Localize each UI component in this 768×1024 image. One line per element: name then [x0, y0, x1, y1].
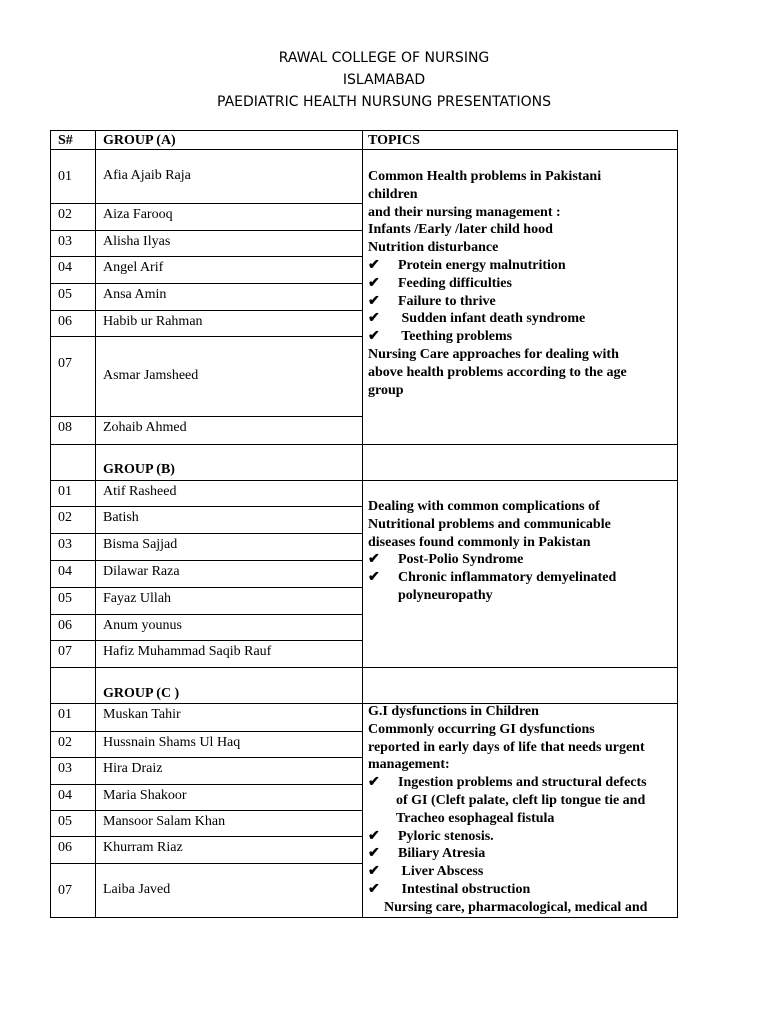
topic-line: Nursing care, pharmacological, medical and	[384, 899, 648, 915]
checkmark-icon: ✔	[368, 329, 380, 345]
member-sn: 03	[58, 234, 72, 249]
member-sn: 01	[58, 169, 72, 184]
member-sn: 01	[58, 707, 72, 722]
member-sn: 04	[58, 564, 72, 579]
member-name: Bisma Sajjad	[103, 537, 178, 552]
member-name: Zohaib Ahmed	[103, 420, 187, 435]
table-rule	[50, 640, 363, 641]
checkmark-icon: ✔	[368, 570, 380, 586]
member-name: Aiza Farooq	[103, 207, 173, 222]
topic-line: management:	[368, 757, 450, 773]
member-sn: 04	[58, 788, 72, 803]
table-rule	[50, 230, 363, 231]
topic-bullet-text: Chronic inflammatory demyelinated	[398, 570, 617, 586]
table-rule	[362, 130, 363, 918]
member-sn: 02	[58, 207, 72, 222]
member-sn: 01	[58, 484, 72, 499]
table-rule	[50, 731, 363, 732]
topic-line: Infants /Early /later child hood	[368, 222, 553, 238]
group-b-heading: GROUP (B)	[103, 462, 175, 477]
city-title: ISLAMABAD	[342, 72, 426, 88]
member-name: Afia Ajaib Raja	[103, 168, 191, 183]
topic-line: polyneuropathy	[398, 587, 493, 603]
group-c-topics	[368, 703, 673, 917]
member-sn: 08	[58, 420, 72, 435]
topic-bullet-text: Teething problems	[398, 329, 513, 345]
college-title: RAWAL COLLEGE OF NURSING	[278, 50, 490, 66]
member-name: Anum younus	[103, 618, 182, 633]
topic-line: Tracheo esophageal fistula	[396, 810, 555, 826]
table-rule	[50, 283, 363, 284]
table-rule	[50, 757, 363, 758]
checkmark-icon: ✔	[368, 828, 380, 844]
member-name: Angel Arif	[103, 260, 164, 275]
topic-line: group	[368, 382, 404, 398]
topic-line: diseases found commonly in Pakistan	[368, 534, 591, 550]
member-name: Hussnain Shams Ul Haq	[103, 735, 241, 750]
table-rule	[50, 917, 678, 918]
topic-line: Dealing with common complications of	[368, 499, 600, 514]
member-name: Ansa Amin	[103, 287, 167, 302]
table-rule	[677, 130, 678, 918]
topic-bullet	[368, 328, 673, 346]
member-sn: 03	[58, 761, 72, 776]
topic-bullet	[368, 845, 673, 863]
table-rule	[50, 256, 363, 257]
topic-bullet-text: Liver Abscess	[398, 864, 484, 880]
table-rule	[50, 863, 363, 864]
table-rule	[50, 336, 363, 337]
member-name: Maria Shakoor	[103, 788, 187, 803]
header-group-a: GROUP (A)	[103, 133, 176, 148]
topic-bullet	[368, 863, 673, 881]
topic-bullet	[368, 828, 673, 846]
topic-bullet	[368, 275, 673, 293]
member-sn: 07	[58, 883, 72, 898]
member-name: Laiba Javed	[103, 882, 171, 897]
topic-line: Common Health problems in Pakistani	[368, 169, 602, 184]
topic-bullet-text: Failure to thrive	[398, 293, 496, 309]
topic-line: Commonly occurring GI dysfunctions	[368, 721, 595, 737]
checkmark-icon: ✔	[368, 257, 380, 273]
table-rule	[50, 506, 363, 507]
topic-line: and their nursing management :	[368, 204, 561, 220]
topic-line: of GI (Cleft palate, cleft lip tongue tie and	[396, 792, 646, 808]
topic-bullet	[368, 881, 673, 899]
topic-bullet	[368, 774, 673, 792]
table-rule	[50, 703, 678, 704]
table-rule	[50, 130, 51, 918]
topic-line: Nutritional problems and communicable	[368, 516, 611, 532]
member-name: Fayaz Ullah	[103, 591, 172, 606]
topic-line: G.I dysfunctions in Children	[368, 704, 539, 719]
checkmark-icon: ✔	[368, 293, 380, 309]
member-name: Hira Draiz	[103, 761, 163, 776]
table-rule	[50, 810, 363, 811]
header-sn: S#	[58, 133, 73, 148]
topic-line: above health problems according to the age	[368, 364, 627, 380]
group-a-topics	[368, 168, 673, 399]
member-name: Atif Rasheed	[103, 484, 177, 499]
checkmark-icon: ✔	[368, 846, 380, 862]
checkmark-icon: ✔	[368, 864, 380, 880]
checkmark-icon: ✔	[368, 552, 380, 568]
member-sn: 05	[58, 591, 72, 606]
member-sn: 05	[58, 814, 72, 829]
table-rule	[50, 836, 363, 837]
member-sn: 07	[58, 356, 72, 371]
topic-bullet-text: Sudden infant death syndrome	[398, 311, 586, 327]
table-rule	[95, 130, 96, 918]
member-name: Alisha Ilyas	[103, 234, 171, 249]
topic-line: Nursing Care approaches for dealing with	[368, 346, 619, 362]
checkmark-icon: ✔	[368, 881, 380, 897]
table-rule	[50, 416, 363, 417]
checkmark-icon: ✔	[368, 275, 380, 291]
table-rule	[50, 533, 363, 534]
subject-title: PAEDIATRIC HEALTH NURSUNG PRESENTATIONS	[217, 94, 551, 110]
topic-bullet-text: Post-Polio Syndrome	[398, 552, 524, 568]
member-sn: 02	[58, 510, 72, 525]
member-sn: 06	[58, 314, 72, 329]
table-rule	[50, 130, 678, 131]
topic-bullet	[368, 551, 673, 569]
topic-bullet	[368, 310, 673, 328]
table-rule	[50, 149, 678, 150]
topic-bullet	[368, 293, 673, 311]
table-rule	[50, 480, 678, 481]
member-name: Asmar Jamsheed	[103, 368, 199, 383]
table-rule	[50, 560, 363, 561]
topic-bullet-text: Ingestion problems and structural defects	[398, 775, 647, 791]
topic-bullet-text: Biliary Atresia	[398, 846, 486, 862]
topic-bullet-text: Protein energy malnutrition	[398, 257, 566, 273]
checkmark-icon: ✔	[368, 775, 380, 791]
member-sn: 06	[58, 840, 72, 855]
checkmark-icon: ✔	[368, 311, 380, 327]
member-sn: 06	[58, 618, 72, 633]
member-name: Muskan Tahir	[103, 707, 181, 722]
member-sn: 07	[58, 644, 72, 659]
topic-line: children	[368, 186, 418, 202]
topic-bullet	[368, 569, 673, 587]
topic-bullet-text: Intestinal obstruction	[398, 881, 531, 897]
table-rule	[50, 667, 678, 668]
topic-bullet-text: Pyloric stenosis.	[398, 828, 494, 844]
member-sn: 05	[58, 287, 72, 302]
table-rule	[50, 310, 363, 311]
table-rule	[50, 587, 363, 588]
member-name: Mansoor Salam Khan	[103, 814, 226, 829]
member-name: Khurram Riaz	[103, 840, 183, 855]
topic-bullet	[368, 257, 673, 275]
topic-bullet-text: Feeding difficulties	[398, 275, 512, 291]
table-rule	[50, 203, 363, 204]
member-name: Habib ur Rahman	[103, 314, 203, 329]
member-sn: 04	[58, 260, 72, 275]
table-rule	[50, 444, 678, 445]
member-name: Hafiz Muhammad Saqib Rauf	[103, 644, 272, 659]
group-c-heading: GROUP (C )	[103, 686, 180, 701]
topic-line: Nutrition disturbance	[368, 240, 499, 256]
group-b-topics	[368, 498, 673, 605]
member-sn: 02	[58, 735, 72, 750]
table-rule	[50, 784, 363, 785]
member-name: Batish	[103, 510, 139, 525]
topic-line: reported in early days of life that needs urgent	[368, 739, 645, 755]
member-name: Dilawar Raza	[103, 564, 180, 579]
table-rule	[50, 614, 363, 615]
header-topics: TOPICS	[368, 133, 420, 148]
member-sn: 03	[58, 537, 72, 552]
